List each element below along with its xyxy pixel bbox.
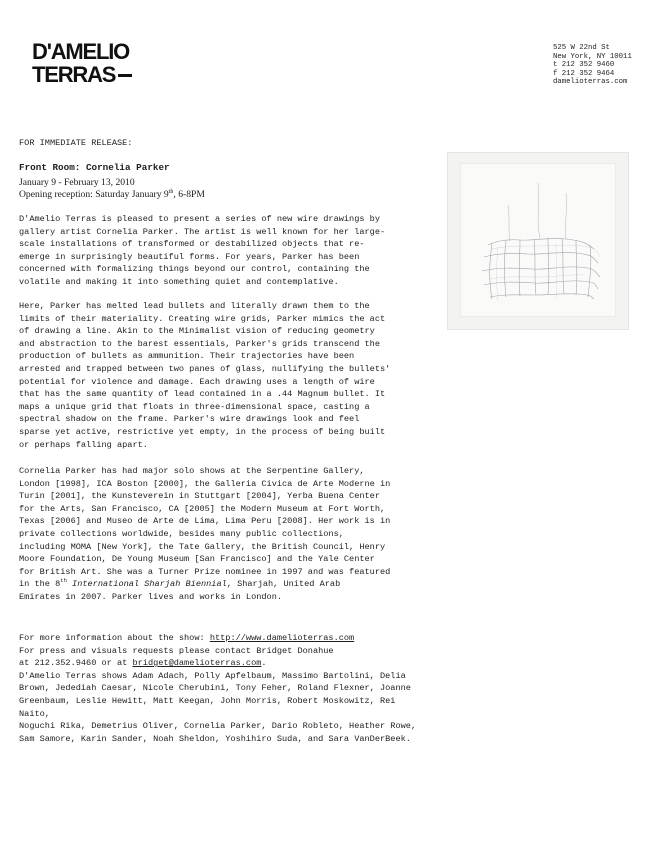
gallery-logo [32, 40, 132, 86]
paragraph-intro: D'Amelio Terras is pleased to present a series of new wire drawings by gallery artist Cornelia Parker. The artist is well known for her large- scale installations of transformed or destabilized objects that re- emerge in surprisingly beautiful forms. For years, Parker has been concerned with formalizing things beyond our control, containing the volatile and making it into something quiet and contemplative. [19, 214, 386, 287]
opening-reception [19, 189, 205, 201]
info-prefix: For more information about the show: [19, 633, 210, 643]
bio-sup: th [60, 577, 67, 585]
bio-num: 8 [55, 579, 61, 590]
address-tel: t 212 352 9460 [553, 61, 615, 70]
paragraph-biography [19, 465, 434, 604]
reception-suffix: , 6-8PM [173, 188, 205, 200]
website-link[interactable]: http://www.damelioterras.com [209, 633, 355, 643]
address-web: damelioterras.com [553, 78, 628, 87]
bio-main: Cornelia Parker has had major solo shows at the Serpentine Gallery, London [1998], ICA Boston [2000], the Galleria Civica de Arte Moderne in Turin [2001], the Kunsteverein in Stuttgart [2004], Yerba Buena Center for the Arts, San Francisco, CA [2005] the Modern Museum at Fort Worth, Texas [2006] and Museo de Arte de Lima, Lima Peru [2008]. Her work is in private collections worldwide, besides many public collections, including MOMA [New York], the Tate Gallery, the British Council, Henry Moore Foundation, De Young Museum [San Francisco] and the Yale Center for British Art. She was a Turner Prize nominee in 1997 and was featured in the [19, 466, 391, 590]
logo-line-1: D'AMELIO [32, 39, 130, 64]
contact-suffix: . [261, 658, 267, 669]
paragraph-wire-grids: Here, Parker has melted lead bullets and literally drawn them to the limits of their materiality. Creating wire grids, Parker mimics the act of drawing a line. Akin to the Minimalist vision of reducing geometry and abstraction to the barest essentials, Parker's grids transcend the production of bullets as ammunition. Their trajectories have been arrested and trapped between two panes of glass, nullifying the bullets' potential for violence and damage. Each drawing uses a length of wire that has the same quantity of lead contained in a .44 Magnum bullet. It maps a unique grid that floats in three-dimensional space, casting a spectral shadow on the frame. Parker's wire drawings look and feel sparse yet active, restrictive yet empty, in the process of being built or perhaps falling apart. [19, 301, 391, 450]
logo-dash [118, 74, 132, 77]
bio-end: , Sharjah, United Arab Emirates in 2007. Parker lives and works in London. [19, 579, 341, 602]
exhibition-title: Front Room: Cornelia Parker [19, 162, 170, 173]
address-fax: f 212 352 9464 [553, 69, 615, 78]
logo-line-2 [32, 63, 132, 86]
exhibition-dates: January 9 - February 13, 2010 [19, 176, 135, 188]
exhibition-header [19, 162, 205, 201]
represented-artists: D'Amelio Terras shows Adam Adach, Polly Apfelbaum, Massimo Bartolini, Delia Brown, Jedediah Caesar, Nicole Cherubini, Tony Feher, Roland Flexner, Joanne Greenbaum, Leslie Hewitt, Matt Keegan, John Morris, Robert Moskowitz, Rei Naito, Noguchi Rika, Demetrius Oliver, Cornelia Parker, Dario Robleto, Heather Rowe, Sam Samore, Karin Sander, Noah Sheldon, Yoshihiro Suda, and Sara VanDerBeek. [19, 670, 417, 744]
info-line [19, 632, 429, 645]
artwork-photo [447, 152, 629, 330]
reception-sup: th [168, 188, 174, 195]
bio-biennial: International Sharjah Biennial [66, 579, 227, 590]
logo-line-2-text: TERRAS [32, 62, 116, 87]
release-label: FOR IMMEDIATE RELEASE: [19, 138, 133, 148]
wire-grid-drawing-icon [448, 153, 630, 331]
address-street: 525 W 22nd St [553, 44, 610, 52]
address-city: New York, NY 10011 [553, 52, 632, 61]
contact-line [19, 657, 429, 670]
contact-prefix: at 212.352.9460 or at [19, 658, 133, 669]
press-line: For press and visuals requests please contact Bridget Donahue [19, 645, 334, 656]
contact-footer [19, 632, 429, 745]
gallery-address [553, 44, 632, 87]
email-link[interactable]: bridget@damelioterras.com [132, 658, 262, 669]
reception-prefix: Opening reception: Saturday January 9 [19, 188, 169, 200]
